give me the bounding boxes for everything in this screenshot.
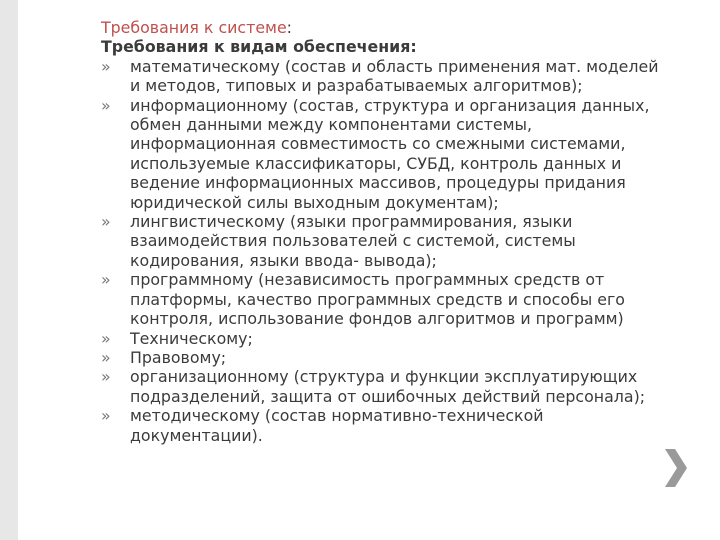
slide-content: [101, 18, 691, 445]
list-item-line: ведение информационных массивов, процедуры придания: [130, 173, 626, 193]
list-item-line: юридической силы выходным документам);: [130, 192, 499, 212]
bullet-icon: »: [101, 367, 111, 387]
list-item: [101, 406, 691, 445]
list-item-line: математическому (состав и область применения мат. моделей: [130, 56, 659, 76]
list-item: [101, 367, 691, 406]
slide-title-accent: Требования к системе: [101, 18, 287, 37]
list-item: [101, 96, 691, 212]
bullet-icon: »: [101, 95, 111, 115]
chevron-right-icon[interactable]: [660, 446, 690, 490]
list-item: [101, 212, 691, 270]
list-item-line: лингвистическому (языки программирования, языки: [130, 212, 573, 232]
slide-title-colon: :: [286, 18, 292, 37]
slide-subtitle: Требования к видам обеспечения:: [101, 37, 417, 57]
requirements-list: [101, 57, 691, 445]
list-item-line: подразделений, защита от ошибочных действий персонала);: [130, 386, 646, 406]
left-accent-bar: [0, 0, 18, 540]
list-item-line: Техническому;: [130, 328, 253, 348]
bullet-icon: »: [101, 328, 111, 348]
list-item-line: методическому (состав нормативно-технической: [130, 406, 544, 426]
bullet-icon: »: [101, 56, 111, 76]
list-item: [101, 329, 691, 348]
list-item-line: организационному (структура и функции эксплуатирующих: [130, 367, 638, 387]
list-item-line: кодирования, языки ввода- вывода);: [130, 250, 437, 270]
list-item-line: программному (независимость программных средств от: [130, 270, 605, 290]
list-item: [101, 57, 691, 96]
list-item-line: обмен данными между компонентами системы,: [130, 115, 533, 135]
list-item-line: используемые классификаторы, СУБД, контроль данных и: [130, 153, 622, 173]
list-item-line: платформы, качество программных средств и способы его: [130, 289, 625, 309]
list-item-line: документации).: [130, 425, 263, 445]
list-item-line: и методов, типовых и разрабатываемых алгоритмов);: [130, 76, 583, 96]
bullet-icon: »: [101, 212, 111, 232]
bullet-icon: »: [101, 270, 111, 290]
list-item-line: информационная совместимость со смежными системами,: [130, 134, 626, 154]
list-item-line: взаимодействия пользователей с системой, системы: [130, 231, 576, 251]
bullet-icon: »: [101, 406, 111, 426]
list-item: [101, 348, 691, 367]
list-item-line: информационному (состав, структура и организация данных,: [130, 95, 650, 115]
bullet-icon: »: [101, 347, 111, 367]
list-item-line: контроля, использование фондов алгоритмов и программ): [130, 309, 624, 329]
list-item-line: Правовому;: [130, 347, 227, 367]
slide-title: [101, 18, 691, 37]
list-item: [101, 270, 691, 328]
